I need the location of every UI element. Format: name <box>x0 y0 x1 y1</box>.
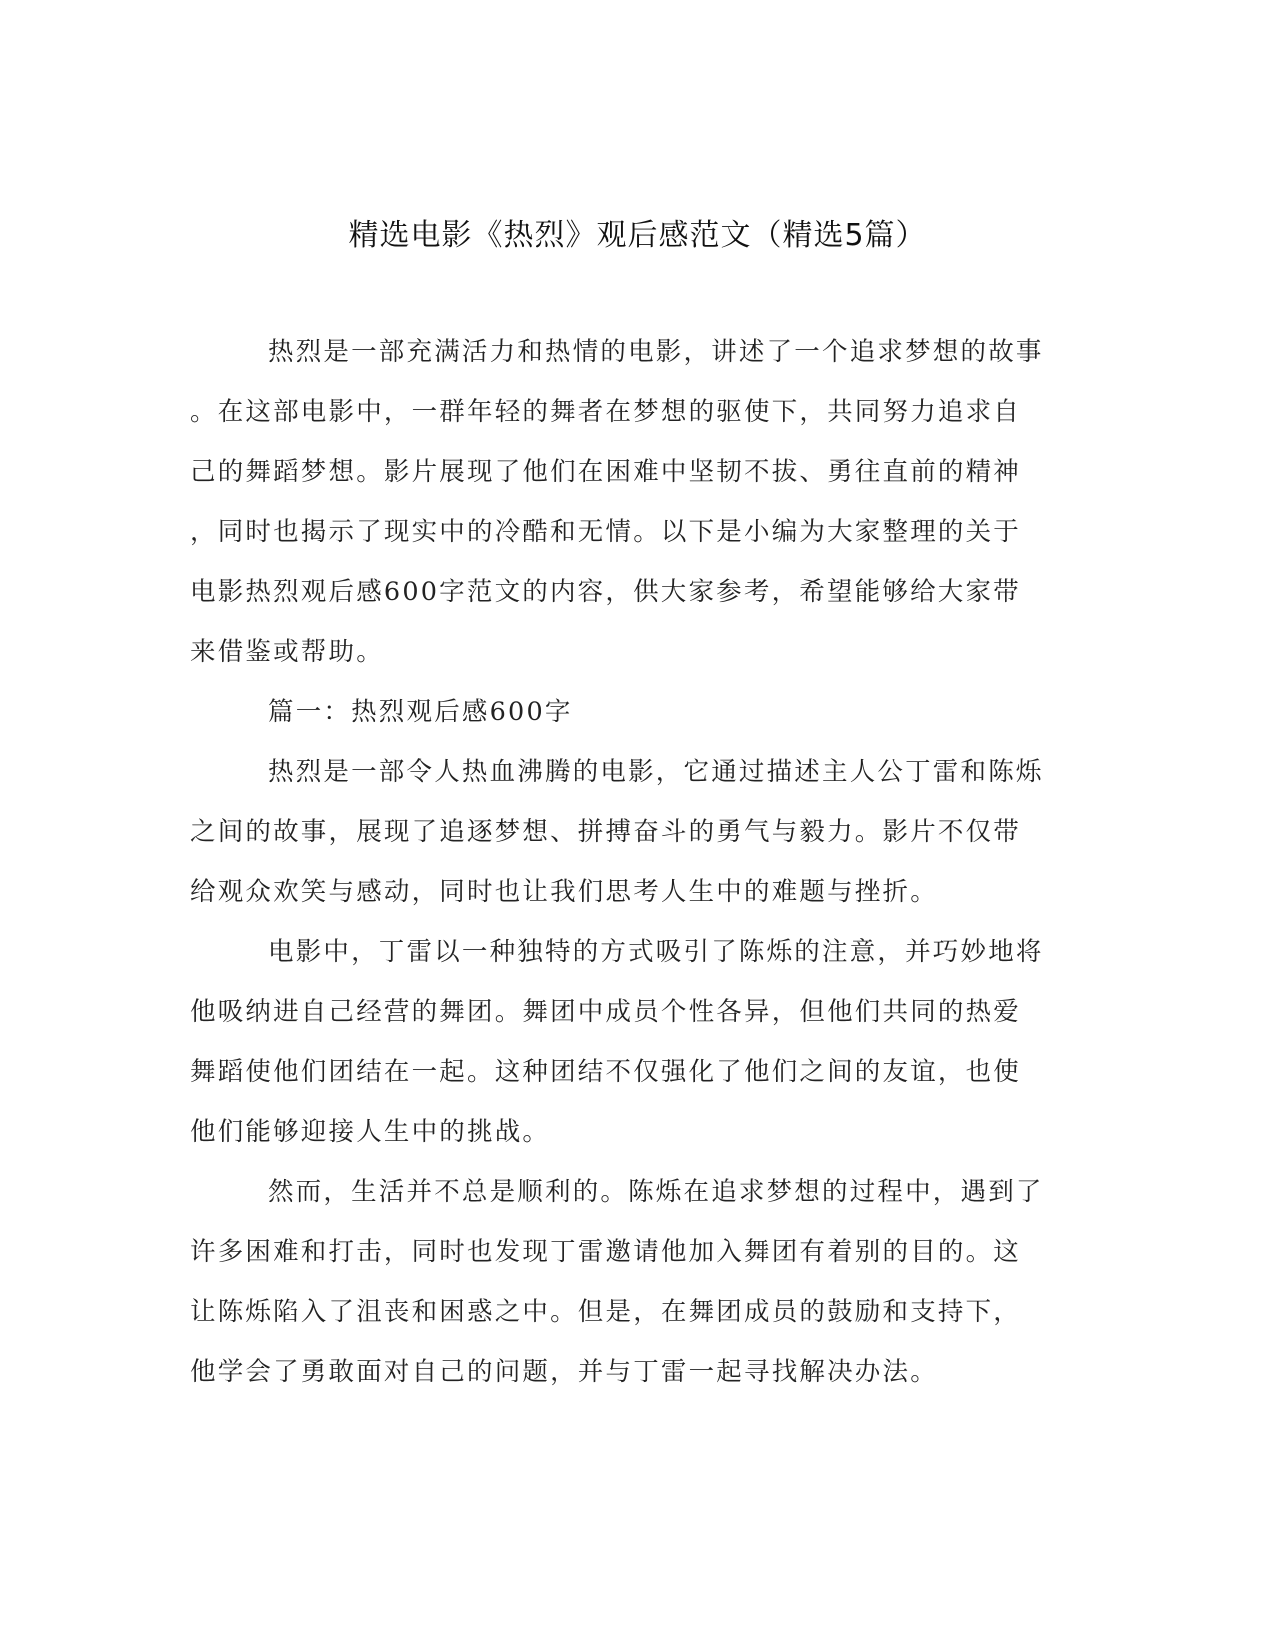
paragraph-3 <box>190 922 1075 1162</box>
document-title: 精选电影《热烈》观后感范文（精选5篇） <box>348 218 927 253</box>
paragraph-line: 热烈是一部令人热血沸腾的电影，它通过描述主人公丁雷和陈烁 <box>268 757 1044 787</box>
paragraph-line: 给观众欢笑与感动，同时也让我们思考人生中的难题与挫折。 <box>190 877 938 907</box>
paragraph-4 <box>190 1162 1075 1402</box>
paragraph-2 <box>190 742 1075 922</box>
paragraph-line: 他吸纳进自己经营的舞团。舞团中成员个性各异，但他们共同的热爱 <box>190 997 1022 1027</box>
section-heading-block <box>190 682 1075 742</box>
intro-line: 热烈是一部充满活力和热情的电影，讲述了一个追求梦想的故事 <box>268 337 1044 367</box>
paragraph-line: 许多困难和打击，同时也发现丁雷邀请他加入舞团有着别的目的。这 <box>190 1237 1022 1267</box>
paragraph-line: 让陈烁陷入了沮丧和困惑之中。但是，在舞团成员的鼓励和支持下， <box>190 1297 1022 1327</box>
paragraph-line: 然而，生活并不总是顺利的。陈烁在追求梦想的过程中，遇到了 <box>268 1177 1044 1207</box>
paragraph-line: 电影中，丁雷以一种独特的方式吸引了陈烁的注意，并巧妙地将 <box>268 937 1044 967</box>
intro-line: 电影热烈观后感600字范文的内容，供大家参考，希望能够给大家带 <box>190 577 1021 607</box>
paragraph-line: 之间的故事，展现了追逐梦想、拼搏奋斗的勇气与毅力。影片不仅带 <box>190 817 1022 847</box>
intro-line: 己的舞蹈梦想。影片展现了他们在困难中坚韧不拔、勇往直前的精神 <box>190 457 1022 487</box>
paragraph-line: 他学会了勇敢面对自己的问题，并与丁雷一起寻找解决办法。 <box>190 1357 938 1387</box>
intro-paragraph <box>190 322 1075 682</box>
section-heading: 篇一：热烈观后感600字 <box>268 697 573 727</box>
intro-line: 来借鉴或帮助。 <box>190 637 384 667</box>
paragraph-line: 舞蹈使他们团结在一起。这种团结不仅强化了他们之间的友谊，也使 <box>190 1057 1022 1087</box>
paragraph-line: 他们能够迎接人生中的挑战。 <box>190 1117 551 1147</box>
intro-line: 。在这部电影中，一群年轻的舞者在梦想的驱使下，共同努力追求自 <box>190 397 1022 427</box>
intro-line: ，同时也揭示了现实中的冷酷和无情。以下是小编为大家整理的关于 <box>190 517 1022 547</box>
